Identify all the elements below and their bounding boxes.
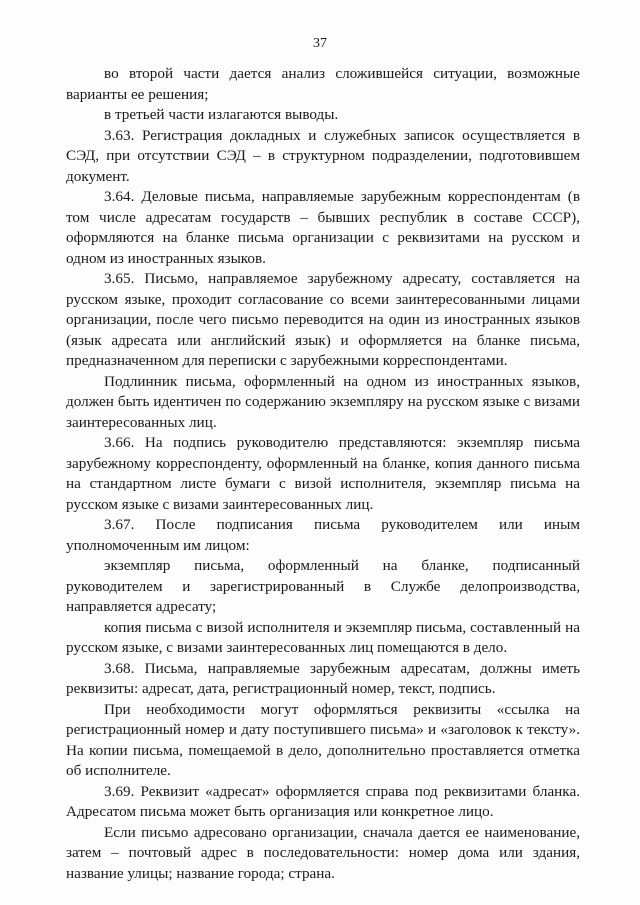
paragraph-3-64: 3.64. Деловые письма, направляемые зарубежным корреспондентам (в том числе адресатам государств – бывших республик в составе СССР), оформляются на бланке письма организации с реквизитами на русском и одном из иностранных языков. [66,188,580,267]
paragraph: во второй части дается анализ сложившейся ситуации, возможные варианты ее решения; [66,65,580,103]
paragraph-3-63: 3.63. Регистрация докладных и служебных записок осуществляется в СЭД, при отсутствии СЭД – в структурном подразделении, подготовившем документ. [66,126,580,185]
paragraph: Если письмо адресовано организации, сначала дается ее наименование, затем – почтовый адрес в последовательности: номер дома или здания, название улицы; название города; страна. [66,823,580,882]
paragraph-3-65: 3.65. Письмо, направляемое зарубежному адресату, составляется на русском языке, проходит согласование со всеми заинтересованными лицами организации, после чего письмо переводится на один из иностранных языков (язык адресата или английский язык) и оформляется на бланке письма, предназначенном для переписки с зарубежными корреспондентами. [66,270,580,369]
paragraph-3-69: 3.69. Реквизит «адресат» оформляется справа под реквизитами бланка. Адресатом письма может быть организация или конкретное лицо. [66,782,580,820]
paragraph: Подлинник письма, оформленный на одном из иностранных языков, должен быть идентичен по содержанию экземпляру на русском языке с визами заинтересованных лиц. [66,372,580,431]
document-body [66,64,580,884]
paragraph-3-68: 3.68. Письма, направляемые зарубежным адресатам, должны иметь реквизиты: адресат, дата, регистрационный номер, текст, подпись. [66,659,580,697]
page-number: 37 [313,36,327,51]
paragraph: в третьей части излагаются выводы. [104,106,339,123]
paragraph-3-66: 3.66. На подпись руководителю представляются: экземпляр письма зарубежному корреспонденту, оформленный на бланке, копия данного письма на стандартном листе бумаги с визой исполнителя, экземпляр письма на русском языке с визами заинтересованных лиц. [66,434,580,513]
paragraph: При необходимости могут оформляться реквизиты «ссылка на регистрационный номер и дату поступившего письма» и «заголовок к тексту». На копии письма, помещаемой в дело, дополнительно проставляется отметка об исполнителе. [66,700,580,779]
paragraph-3-67: 3.67. После подписания письма руководителем или иным уполномоченным им лицом: [66,516,580,554]
paragraph: экземпляр письма, оформленный на бланке, подписанный руководителем и зарегистрированный в Службе делопроизводства, направляется адресату; [66,557,580,615]
paragraph: копия письма с визой исполнителя и экземпляр письма, составленный на русском языке, с визами заинтересованных лиц помещаются в дело. [66,618,580,656]
